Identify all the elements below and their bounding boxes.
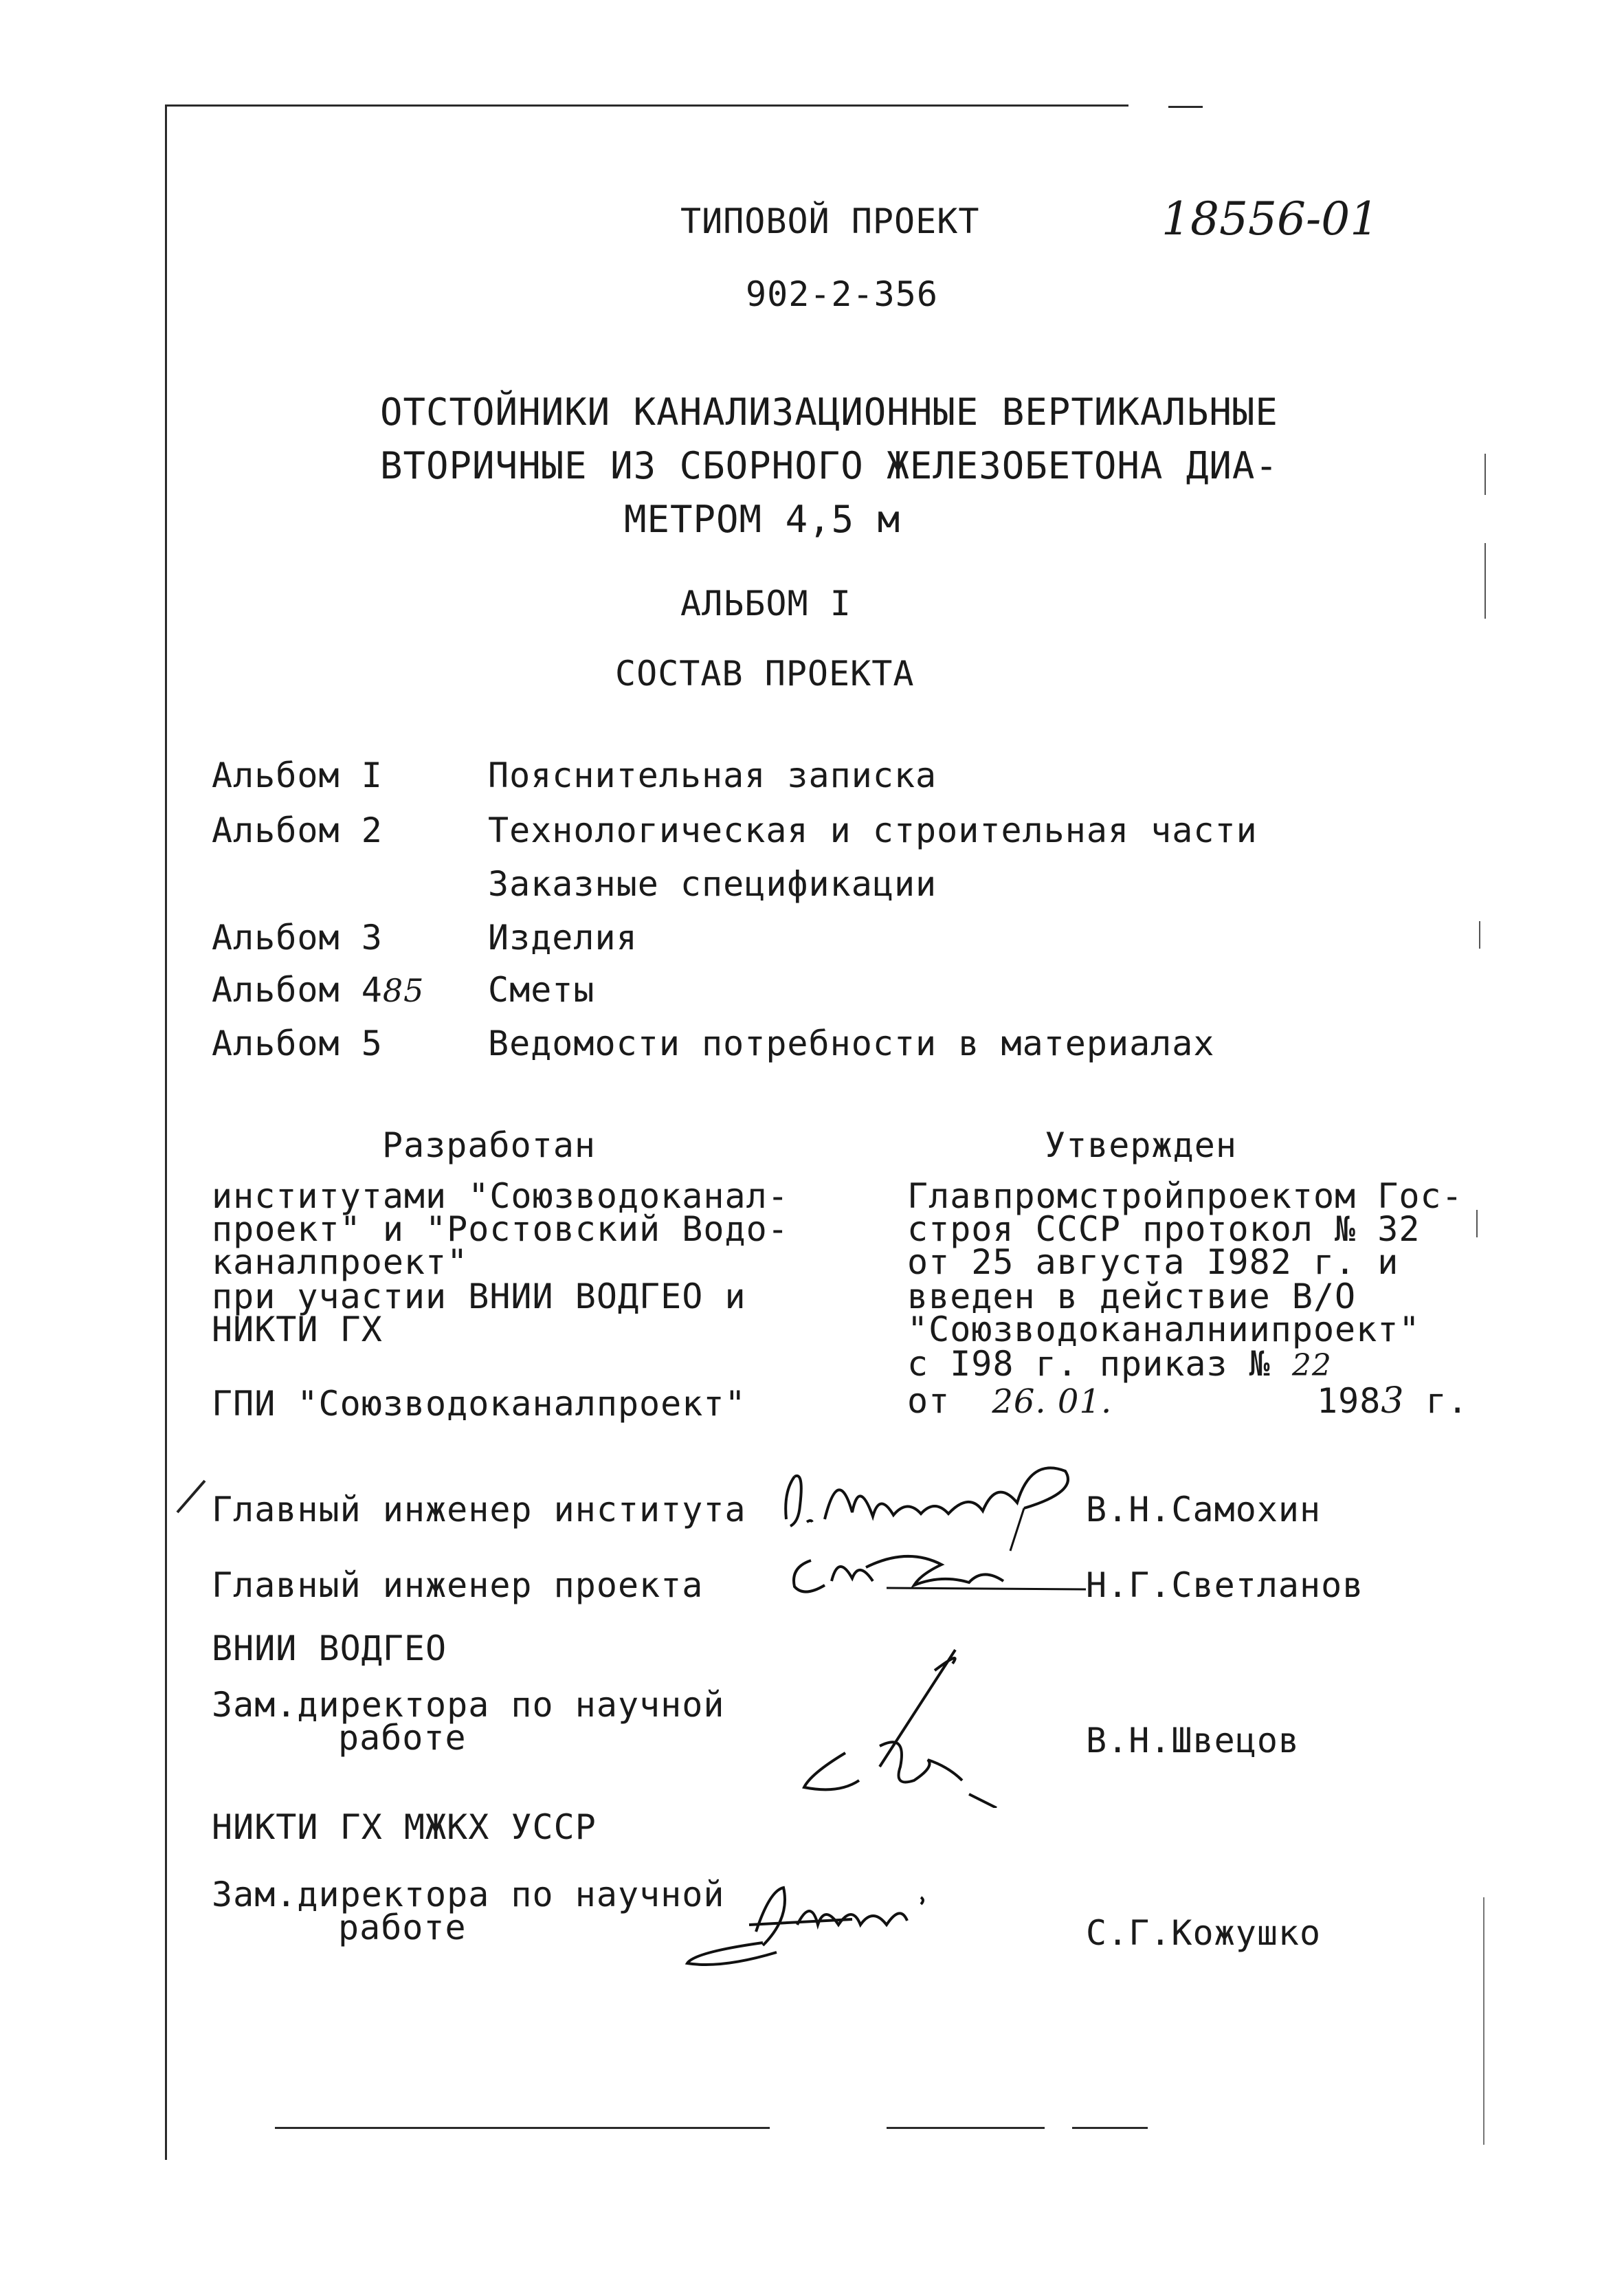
developed-line: институтами "Союзводоканал- bbox=[212, 1176, 789, 1216]
developed-line: при участии ВНИИ ВОДГЕО и bbox=[212, 1277, 746, 1316]
developed-org: ГПИ "Союзводоканалпроект" bbox=[212, 1384, 746, 1424]
approved-line: строя СССР протокол № 32 bbox=[907, 1209, 1421, 1249]
approved-line: от 25 августа I982 г. и bbox=[907, 1242, 1399, 1282]
signatory-role: Зам.директора по научной bbox=[212, 1685, 725, 1725]
project-subject-line-2: ВТОРИЧНЫЕ ИЗ СБОРНОГО ЖЕЛЕЗОБЕТОНА ДИА- bbox=[380, 444, 1278, 487]
signatory-role: работе bbox=[338, 1718, 467, 1758]
signature-shvetsov bbox=[797, 1643, 1017, 1808]
album-label-handwritten: 85 bbox=[382, 972, 425, 1009]
frame-right-dash-4 bbox=[1476, 1210, 1478, 1237]
project-subject-line-1: ОТСТОЙНИКИ КАНАЛИЗАЦИОННЫЕ ВЕРТИКАЛЬНЫЕ bbox=[380, 390, 1278, 434]
signatory-org: НИКТИ ГХ МЖКХ УССР bbox=[212, 1807, 597, 1847]
signatory-role: Зам.директора по научной bbox=[212, 1875, 725, 1914]
signature-kozhushko bbox=[680, 1877, 997, 1973]
document-type-title: ТИПОВОЙ ПРОЕКТ bbox=[680, 201, 980, 241]
frame-left-rule bbox=[165, 104, 167, 2160]
project-subject-line-3: МЕТРОМ 4,5 м bbox=[624, 498, 901, 541]
album-title: Технологическая и строительная части bbox=[488, 810, 1258, 850]
frame-top-rule bbox=[166, 104, 1128, 107]
frame-bottom-rule-dash bbox=[1072, 2127, 1148, 2129]
frame-right-dash-2 bbox=[1484, 543, 1486, 619]
order-number-handwritten: 22 bbox=[1291, 1348, 1332, 1383]
composition-heading: СОСТАВ ПРОЕКТА bbox=[615, 654, 915, 694]
album-label: Альбом 2 bbox=[212, 810, 383, 850]
album-title: Ведомости потребности в материалах bbox=[488, 1024, 1215, 1063]
frame-top-rule-tail bbox=[1168, 106, 1203, 108]
signatory-org: ВНИИ ВОДГЕО bbox=[212, 1629, 447, 1668]
album-label: Альбом 485 bbox=[212, 970, 425, 1010]
album-label: Альбом 3 bbox=[212, 918, 383, 958]
album-title: Заказные спецификации bbox=[488, 864, 937, 904]
frame-right-dash-1 bbox=[1484, 454, 1486, 495]
approved-line: Главпромстройпроектом Гос- bbox=[907, 1176, 1463, 1216]
signature-samokhin bbox=[777, 1450, 1093, 1554]
signatory-role: работе bbox=[338, 1908, 467, 1947]
signatory-role: Главный инженер проекта bbox=[212, 1565, 704, 1605]
frame-bottom-rule bbox=[275, 2127, 770, 2129]
approved-line: "Союзводоканалниипроект" bbox=[907, 1310, 1421, 1349]
album-title: Сметы bbox=[488, 970, 595, 1010]
developed-line: проект" и "Ростовский Водо- bbox=[212, 1209, 789, 1249]
approved-date-line: от 26. 01. 1983 г. bbox=[907, 1380, 1469, 1422]
inventory-number-handwritten: 18556-01 bbox=[1161, 192, 1379, 245]
approved-heading: Утвержден bbox=[1045, 1125, 1237, 1165]
project-number: 902-2-356 bbox=[746, 274, 938, 314]
developed-heading: Разработан bbox=[382, 1125, 597, 1165]
approved-order-line: с I98 г. приказ № 22 bbox=[907, 1344, 1332, 1384]
signature-svetlanov bbox=[783, 1540, 1100, 1602]
signatory-name: В.Н.Швецов bbox=[1086, 1721, 1300, 1760]
album-title: Пояснительная записка bbox=[488, 755, 937, 795]
signatory-name: В.Н.Самохин bbox=[1086, 1490, 1322, 1530]
album-title: Изделия bbox=[488, 918, 638, 958]
signatory-role: Главный инженер института bbox=[212, 1490, 746, 1530]
album-heading: АЛЬБОМ I bbox=[680, 584, 852, 623]
margin-tick-mark bbox=[172, 1477, 213, 1518]
frame-bottom-rule-right bbox=[887, 2127, 1045, 2129]
album-label: Альбом 5 bbox=[212, 1024, 383, 1063]
developed-line: каналпроект" bbox=[212, 1242, 469, 1282]
signatory-name: С.Г.Кожушко bbox=[1086, 1913, 1322, 1953]
signatory-name: Н.Г.Светланов bbox=[1086, 1565, 1364, 1605]
album-label: Альбом I bbox=[212, 755, 383, 795]
frame-right-dash-3 bbox=[1479, 921, 1480, 949]
frame-right-dash-5 bbox=[1483, 1897, 1484, 2145]
approval-year-handwritten: 3 bbox=[1381, 1380, 1405, 1422]
developed-line: НИКТИ ГХ bbox=[212, 1310, 383, 1349]
approved-line: введен в действие В/О bbox=[907, 1277, 1357, 1316]
approval-date-handwritten: 26. 01. bbox=[992, 1382, 1113, 1421]
